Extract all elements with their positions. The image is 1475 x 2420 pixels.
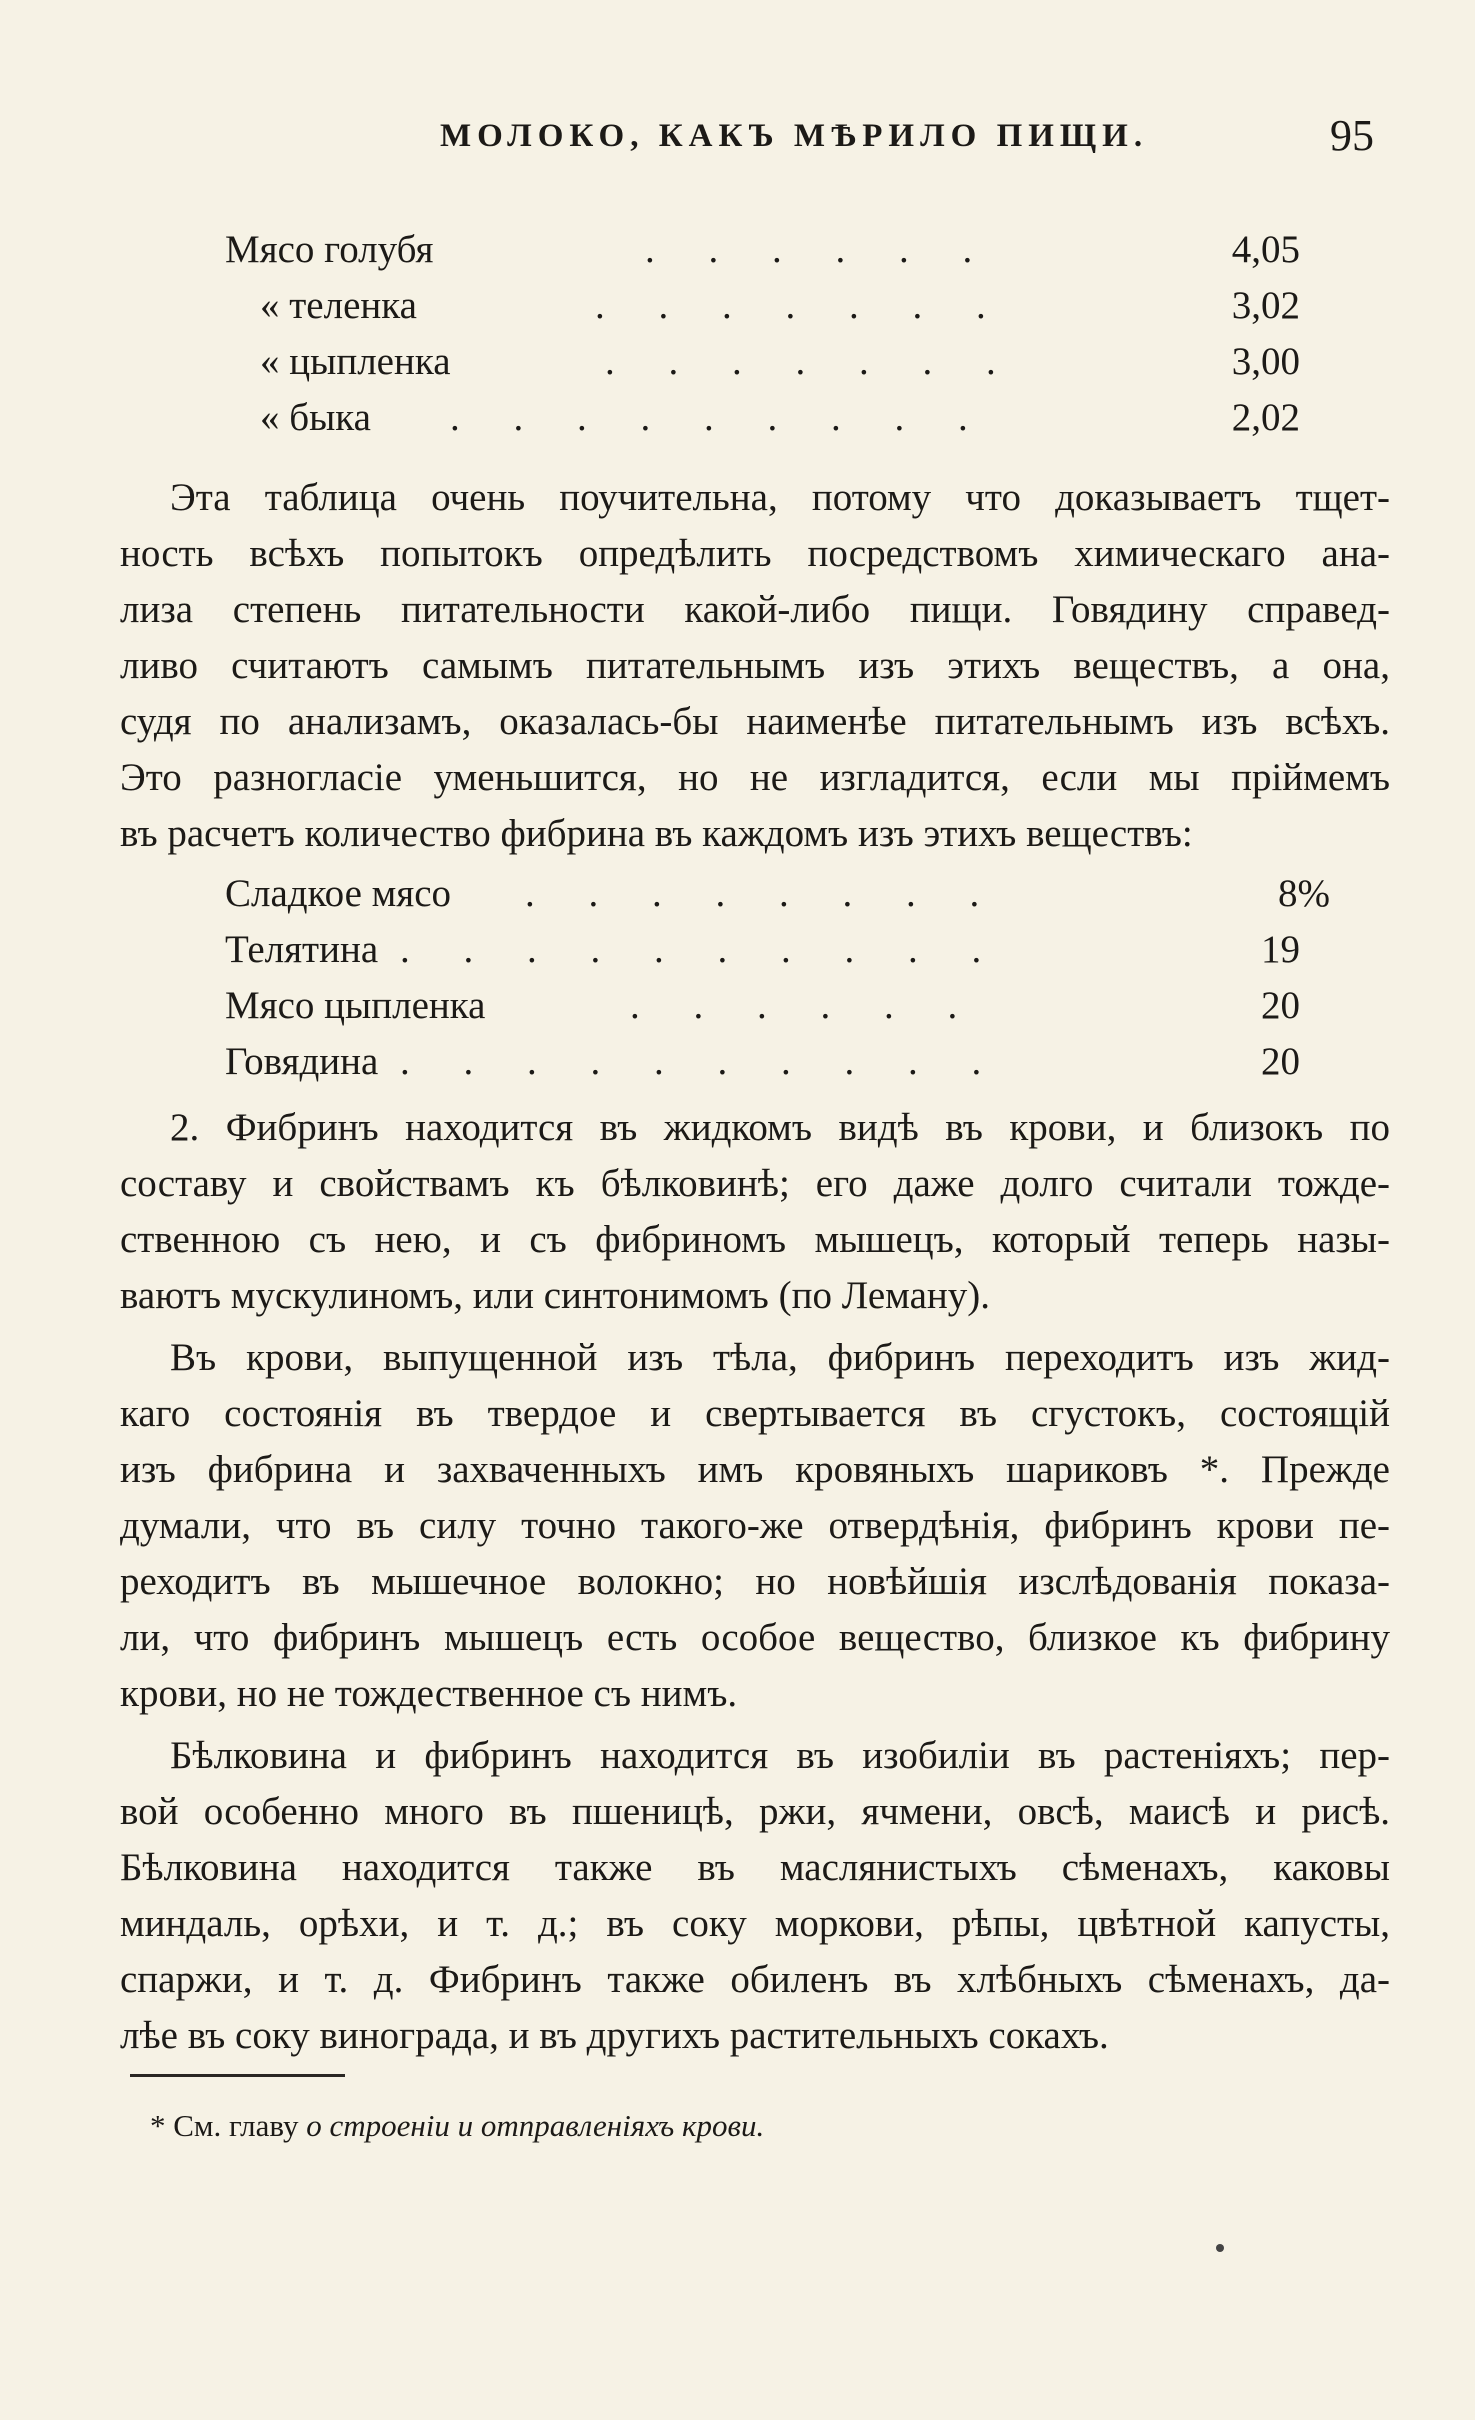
text-line: Эта таблица очень поучительна, потому что доказываетъ тщет- [170, 476, 1390, 519]
text-line: ность всѣхъ попытокъ опредѣлить посредствомъ химическаго ана- [120, 532, 1390, 575]
text-line: въ расчетъ количество фибрина въ каждомъ изъ этихъ веществъ: [120, 812, 1193, 855]
text-line: крови, но не тождественное съ нимъ. [120, 1672, 738, 1715]
paragraph [120, 1728, 1390, 2064]
table2-label: Телятина [225, 928, 379, 971]
table2-label: Сладкое мясо [225, 872, 452, 915]
table1-row [225, 222, 1300, 278]
paragraph [120, 1330, 1390, 1722]
leader-dots: . . . . . . [630, 984, 980, 1027]
table1-label: Мясо голубя [225, 228, 434, 271]
footnote-rule [130, 2074, 345, 2077]
text-line: 2. Фибринъ находится въ жидкомъ видѣ въ крови, и близокъ по [170, 1106, 1390, 1149]
text-line: Бѣлковина и фибринъ находится въ изобиліи въ растеніяхъ; пер- [170, 1734, 1390, 1777]
leader-dots: . . . . . . . . . . [400, 1040, 1004, 1083]
table2-row [225, 922, 1335, 978]
table2-value: 20 [1261, 984, 1300, 1027]
text-line: Бѣлковина находится также въ маслянистыхъ сѣменахъ, каковы [120, 1846, 1390, 1889]
table1-row [225, 278, 1300, 334]
text-line: спаржи, и т. д. Фибринъ также обиленъ въ хлѣбныхъ сѣменахъ, да- [120, 1958, 1390, 2001]
text-line: думали, что въ силу точно такого-же отвердѣнія, фибринъ крови пе- [120, 1504, 1390, 1547]
paragraph [120, 1100, 1390, 1324]
text-line: изъ фибрина и захваченныхъ имъ кровяныхъ шариковъ *. Прежде [120, 1448, 1390, 1491]
table1-label: « быка [260, 396, 371, 439]
text-line: лиза степень питательности какой-либо пищи. Говядину справед- [120, 588, 1390, 631]
text-line: вой особенно много въ пшеницѣ, ржи, ячмени, овсѣ, маисѣ и рисѣ. [120, 1790, 1390, 1833]
text-line: лѣе въ соку винограда, и въ другихъ растительныхъ сокахъ. [120, 2014, 1109, 2057]
leader-dots: . . . . . . . . [525, 872, 1002, 915]
leader-dots: . . . . . . . [605, 340, 1018, 383]
text-line: ваютъ мускулиномъ, или синтонимомъ (по Леману). [120, 1274, 991, 1317]
leader-dots: . . . . . . [645, 228, 995, 271]
leader-dots: . . . . . . . . . [450, 396, 990, 439]
table2-value: 19 [1261, 928, 1300, 971]
table1-label: « теленка [260, 284, 417, 327]
table1-value: 2,02 [1231, 396, 1300, 439]
table1-row [225, 334, 1300, 390]
running-title: МОЛОКО, КАКЪ МѢРИЛО ПИЩИ. [440, 118, 1149, 154]
text-line: реходитъ въ мышечное волокно; но новѣйшія изслѣдованія показа- [120, 1560, 1390, 1603]
table2-row [225, 866, 1335, 922]
table2-label: Говядина [225, 1040, 379, 1083]
table2-value: 20 [1261, 1040, 1300, 1083]
text-line: составу и свойствамъ къ бѣлковинѣ; его даже долго считали тожде- [120, 1162, 1390, 1205]
paragraph [120, 470, 1390, 862]
table2-label: Мясо цыпленка [225, 984, 486, 1027]
page-number: 95 [1330, 111, 1374, 160]
table1-value: 3,02 [1231, 284, 1300, 327]
footnote-marker: * [150, 2108, 166, 2143]
text-line: ливо считаютъ самымъ питательнымъ изъ этихъ веществъ, а она, [120, 644, 1390, 687]
text-line: ственною съ нею, и съ фибриномъ мышецъ, который теперь назы- [120, 1218, 1390, 1261]
table2-row [225, 1034, 1335, 1090]
text-line: судя по анализамъ, оказалась-бы наименѣе питательнымъ изъ всѣхъ. [120, 700, 1390, 743]
text-line: миндаль, орѣхи, и т. д.; въ соку моркови, рѣпы, цвѣтной капусты, [120, 1902, 1390, 1945]
text-line: каго состоянія въ твердое и свертывается въ сгустокъ, состоящій [120, 1392, 1390, 1435]
text-line: Это разногласіе уменьшится, но не изгладится, если мы пріймемъ [120, 756, 1390, 799]
table2-value: 8% [1278, 872, 1330, 915]
table1-row [225, 390, 1300, 446]
table1-value: 4,05 [1231, 228, 1300, 271]
leader-dots: . . . . . . . [595, 284, 1008, 327]
footnote-prefix: См. главу [173, 2108, 299, 2143]
text-line: Въ крови, выпущенной изъ тѣла, фибринъ переходитъ изъ жид- [170, 1336, 1390, 1379]
ink-speck [1216, 2244, 1224, 2252]
table1-label: « цыпленка [260, 340, 451, 383]
table1-value: 3,00 [1231, 340, 1300, 383]
leader-dots: . . . . . . . . . . [400, 928, 1004, 971]
footnote [150, 2108, 764, 2144]
footnote-italic: о строеніи и отправленіяхъ крови. [306, 2108, 765, 2143]
table2-row [225, 978, 1335, 1034]
text-line: ли, что фибринъ мышецъ есть особое вещество, близкое къ фибрину [120, 1616, 1390, 1659]
